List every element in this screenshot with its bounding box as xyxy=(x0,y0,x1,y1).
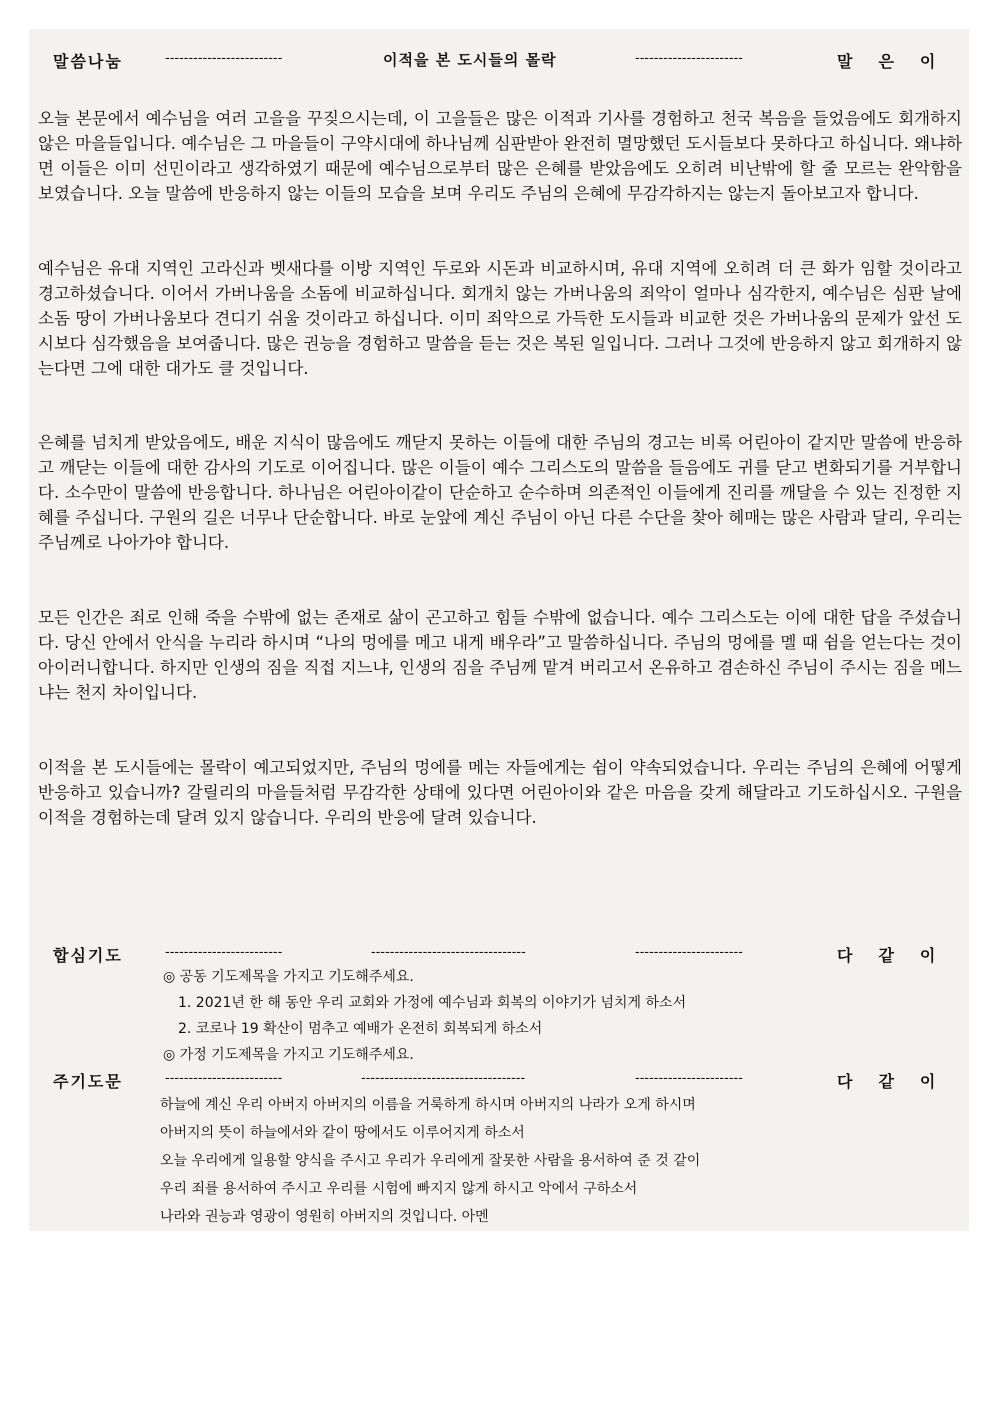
divider-dashes: ------------------------- xyxy=(165,51,283,66)
sermon-paragraph: 예수님은 유대 지역인 고라신과 벳새다를 이방 지역인 두로와 시돈과 비교하시며, 유대 지역에 오히려 더 큰 화가 임할 것이라고 경고하셨습니다. 이어서 가버나움을 소돔에 비교하십니다. 회개치 않는 가버나움의 죄악이 얼마나 심각한지, 예수님은 심판 날에 소돔 땅이 가버나움보다 견디기 쉬울 것이라고 하십니다. 이미 죄악으로 가득한 도시들과 비교한 것은 가버나움의 문제가 앞선 도시보다 심각했음을 보여줍니다. 많은 권능을 경험하고 말씀을 듣는 것은 복된 일입니다. 그러나 그것에 반응하지 않고 회개하지 않는다면 그에 대한 대가도 클 것입니다. xyxy=(38,259,962,378)
prayer-topic: 2. 코로나 19 확산이 멈추고 예배가 온전히 회복되게 하소서 xyxy=(178,1021,543,1037)
lords-prayer-line: 우리 죄를 용서하여 주시고 우리를 시험에 빠지지 않게 하시고 악에서 구하소서 xyxy=(160,1181,638,1197)
divider-dashes: ----------------------- xyxy=(635,1071,743,1086)
sermon-paragraph: 이적을 본 도시들에는 몰락이 예고되었지만, 주님의 멍에를 메는 자들에게는 쉼이 약속되었습니다. 우리는 주님의 은혜에 어떻게 반응하고 있습니까? 갈릴리의 마을들처럼 무감각한 상태에 있다면 어린아이와 같은 마음을 갖게 해달라고 기도하십시오. 구원을 이적을 경험하는데 달려 있지 않습니다. 우리의 반응에 달려 있습니다. xyxy=(38,758,962,827)
divider-dashes: ----------------------- xyxy=(635,945,743,960)
sermon-paragraph: 모든 인간은 죄로 인해 죽을 수밖에 없는 존재로 삶이 곤고하고 힘들 수밖에 없습니다. 예수 그리스도는 이에 대한 답을 주셨습니다. 당신 안에서 안식을 누리라 하시며 “나의 멍에를 메고 내게 배우라”고 말씀하십니다. 주님의 멍에를 멜 때 쉼을 얻는다는 것이 아이러니합니다. 하지만 인생의 짐을 직접 지느냐, 인생의 짐을 주님께 맡겨 버리고서 온유하고 겸손하신 주님이 주시는 짐을 메느냐는 천지 차이입니다. xyxy=(38,608,962,702)
speaker-label: 말은이 xyxy=(837,52,962,71)
bulletin-sheet xyxy=(29,29,969,1231)
section-label: 말씀나눔 xyxy=(53,52,123,71)
sermon-header xyxy=(29,49,969,73)
lords-prayer-line: 오늘 우리에게 일용할 양식을 주시고 우리가 우리에게 잘못한 사람을 용서하여 준 것 같이 xyxy=(160,1153,701,1169)
lords-prayer-line: 아버지의 뜻이 하늘에서와 같이 땅에서도 이루어지게 하소서 xyxy=(160,1125,525,1141)
divider-dashes: ----------------------------------- xyxy=(361,1071,526,1086)
sermon-paragraph: 오늘 본문에서 예수님을 여러 고을을 꾸짖으시는데, 이 고을들은 많은 이적과 기사를 경험하고 천국 복음을 들었음에도 회개하지 않은 마을들입니다. 예수님은 그 마을들이 구약시대에 하나님께 심판받아 완전히 멸망했던 도시들보다 못하다고 하십니다. 왜냐하면 이들은 이미 선민이라고 생각하였기 때문에 예수님으로부터 많은 은혜를 받았음에도 오히려 비난밖에 할 줄 모르는 완악함을 보였습니다. 오늘 말씀에 반응하지 않는 이들의 모습을 보며 우리도 주님의 은혜에 무감각하지는 않는지 돌아보고자 합니다. xyxy=(38,109,962,203)
prayer-topic: 1. 2021년 한 해 동안 우리 교회와 가정에 예수님과 회복의 이야기가 넘치게 하소서 xyxy=(178,995,687,1011)
participants-label: 다같이 xyxy=(837,946,962,965)
divider-dashes: ------------------------- xyxy=(165,945,283,960)
lords-prayer-line: 나라와 권능과 영광이 영원히 아버지의 것입니다. 아멘 xyxy=(160,1209,489,1225)
prayer-topic: ◎ 가정 기도제목을 가지고 기도해주세요. xyxy=(163,1047,414,1063)
divider-dashes: ----------------------- xyxy=(635,51,743,66)
prayer-topic: ◎ 공동 기도제목을 가지고 기도해주세요. xyxy=(163,969,414,985)
divider-dashes: ------------------------- xyxy=(165,1071,283,1086)
section-label: 주기도문 xyxy=(53,1072,123,1091)
divider-dashes: --------------------------------- xyxy=(371,945,526,960)
sermon-title: 이적을 본 도시들의 몰락 xyxy=(383,51,557,69)
lords-prayer-header xyxy=(29,1069,969,1093)
lords-prayer-line: 하늘에 계신 우리 아버지 아버지의 이름을 거룩하게 하시며 아버지의 나라가 오게 하시며 xyxy=(160,1097,696,1113)
participants-label: 다같이 xyxy=(837,1072,962,1091)
sermon-paragraph: 은혜를 넘치게 받았음에도, 배운 지식이 많음에도 깨닫지 못하는 이들에 대한 주님의 경고는 비록 어린아이 같지만 말씀에 반응하고 깨닫는 이들에 대한 감사의 기도로 이어집니다. 많은 이들이 예수 그리스도의 말씀을 들음에도 귀를 닫고 변화되기를 거부합니다. 소수만이 말씀에 반응합니다. 하나님은 어린아이같이 단순하고 순수하며 의존적인 이들에게 진리를 깨달을 수 있는 진정한 지혜를 주십니다. 구원의 길은 너무나 단순합니다. 바로 눈앞에 계신 주님이 아닌 다른 수단을 찾아 헤매는 많은 사람과 달리, 우리는 주님께로 나아가야 합니다. xyxy=(38,433,962,552)
unison-prayer-header xyxy=(29,943,969,967)
section-label: 합심기도 xyxy=(53,946,123,965)
